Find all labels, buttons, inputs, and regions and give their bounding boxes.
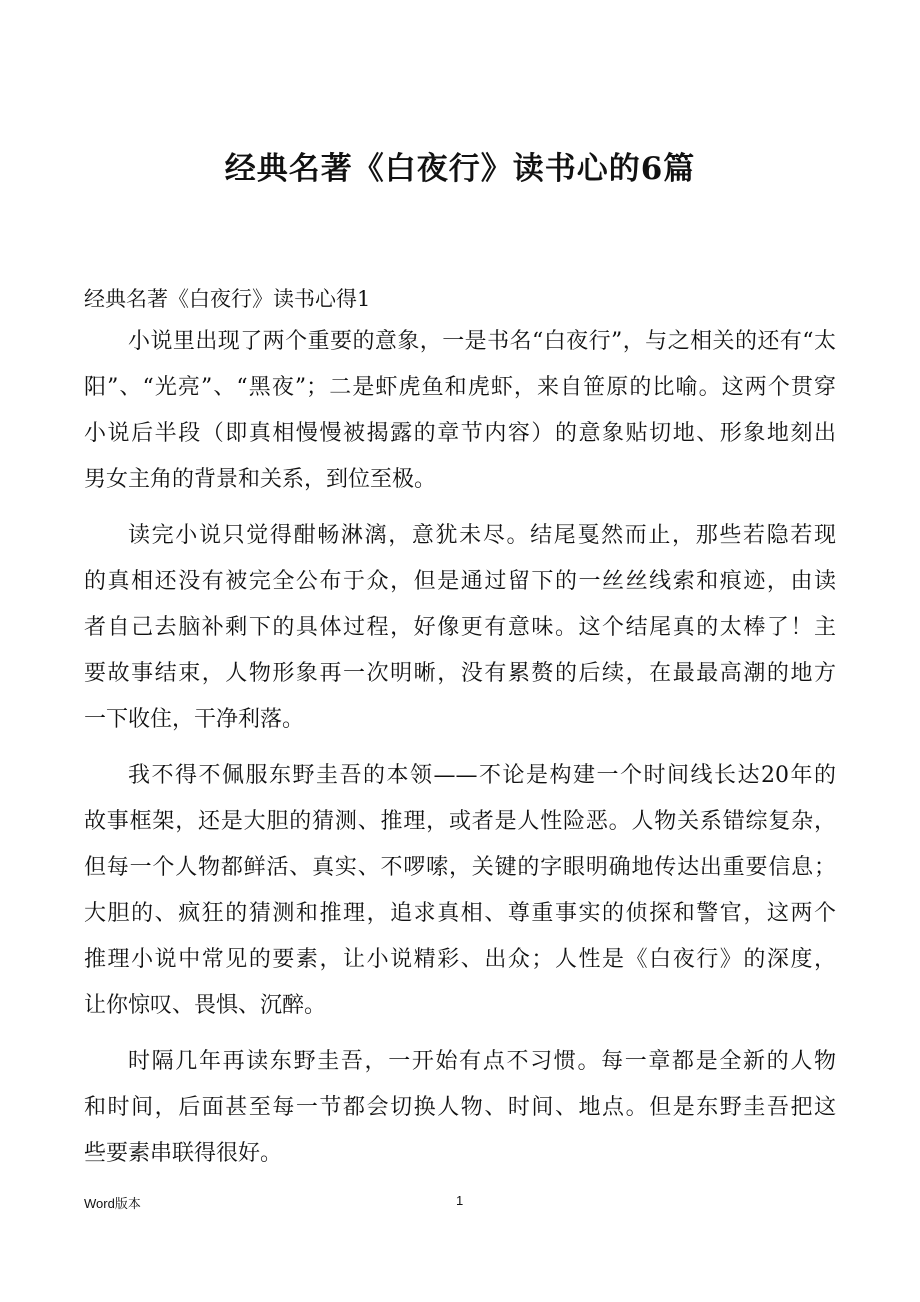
text-line: 故事框架，还是大胆的猜测、推理，或者是人性险恶。人物关系错综复杂，	[84, 809, 836, 834]
paragraph	[84, 513, 836, 743]
paragraph	[84, 753, 836, 1029]
document-title: 经典名著《白夜行》读书心的6篇	[224, 151, 696, 187]
paragraph	[84, 1039, 836, 1177]
text-line: 要故事结束，人物形象再一次明晰，没有累赘的后续，在最最高潮的地方	[84, 661, 836, 686]
text-line: 时隔几年再读东野圭吾，一开始有点不习惯。每一章都是全新的人物	[128, 1049, 836, 1074]
section-heading: 经典名著《白夜行》读书心得1	[84, 287, 371, 311]
text-line: 读完小说只觉得酣畅淋漓，意犹未尽。结尾戛然而止，那些若隐若现	[128, 523, 836, 548]
text-line: 和时间，后面甚至每一节都会切换人物、时间、地点。但是东野圭吾把这	[84, 1095, 836, 1120]
text-line: 些要素串联得很好。	[84, 1141, 283, 1166]
text-line: 但每一个人物都鲜活、真实、不啰嗦，关键的字眼明确地传达出重要信息；	[84, 855, 836, 880]
page-number: 1	[456, 1193, 464, 1208]
text-line: 我不得不佩服东野圭吾的本领——不论是构建一个时间线长达20年的	[128, 763, 836, 788]
text-line: 大胆的、疯狂的猜测和推理，追求真相、尊重事实的侦探和警官，这两个	[84, 901, 836, 926]
text-line: 小说里出现了两个重要的意象，一是书名“白夜行”，与之相关的还有“太	[128, 329, 836, 354]
text-line: 让你惊叹、畏惧、沉醉。	[84, 993, 327, 1018]
text-line: 推理小说中常见的要素，让小说精彩、出众；人性是《白夜行》的深度，	[84, 947, 836, 972]
text-line: 男女主角的背景和关系，到位至极。	[84, 467, 437, 492]
text-line: 的真相还没有被完全公布于众，但是通过留下的一丝丝线索和痕迹，由读	[84, 569, 836, 594]
document-body	[84, 319, 836, 1187]
text-line: 阳”、“光亮”、“黑夜”；二是虾虎鱼和虎虾，来自笹原的比喻。这两个贯穿	[84, 375, 836, 400]
paragraph	[84, 319, 836, 503]
text-line: 者自己去脑补剩下的具体过程，好像更有意味。这个结尾真的太棒了！主	[84, 615, 836, 640]
text-line: 一下收住，干净利落。	[84, 707, 305, 732]
footer-label: Word版本	[84, 1196, 141, 1211]
text-line: 小说后半段（即真相慢慢被揭露的章节内容）的意象贴切地、形象地刻出	[84, 421, 836, 446]
